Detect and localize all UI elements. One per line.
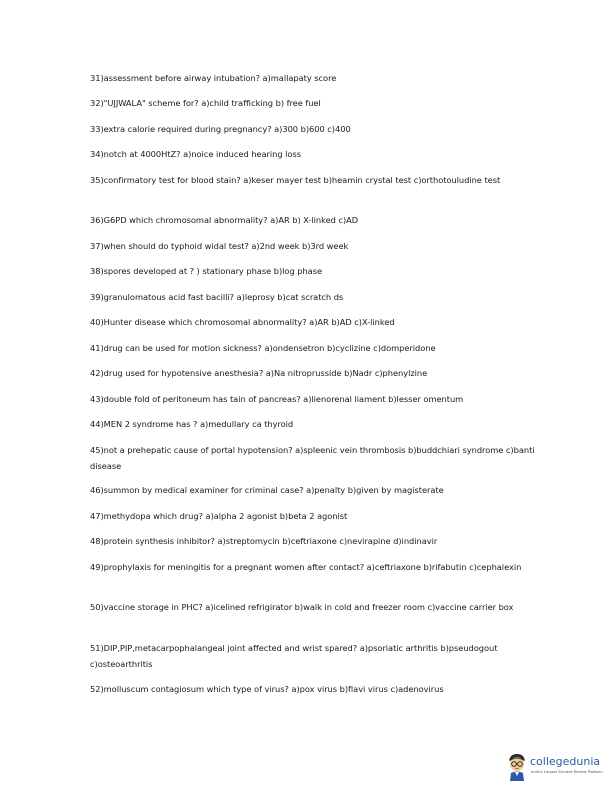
question-50: 50)vaccine storage in PHC? a)icelined refrigirator b)walk in cold and freezer room c)vaccine carrier box xyxy=(90,602,514,612)
logo-tagline: India's Largest Student Review Platform xyxy=(531,770,603,774)
question-36: 36)G6PD which chromosomal abnormality? a)AR b) X-linked c)AD xyxy=(90,215,359,225)
question-49: 49)prophylaxis for meningitis for a pregnant women after contact? a)ceftriaxone b)rifabutin c)cephalexin xyxy=(90,562,522,572)
question-35: 35)confirmatory test for blood stain? a)keser mayer test b)heamin crystal test c)orthotouludine test xyxy=(90,175,501,185)
question-38: 38)spores developed at ? ) stationary phase b)log phase xyxy=(90,266,323,276)
question-52: 52)molluscum contagiosum which type of virus? a)pox virus b)flavi virus c)adenovirus xyxy=(90,684,444,694)
question-45: 45)not a prehepatic cause of portal hypotension? a)spleenic vein thrombosis b)buddchiari syndrome c)banti disease xyxy=(90,445,535,471)
question-43: 43)double fold of peritoneum has tain of pancreas? a)lienorenal liament b)lesser omentum xyxy=(90,394,464,404)
question-44: 44)MEN 2 syndrome has ? a)medullary ca thyroid xyxy=(90,419,294,429)
logo-wordmark: collegedunia xyxy=(530,755,601,768)
question-42: 42)drug used for hypotensive anesthesia? a)Na nitroprusside b)Nadr c)phenylzine xyxy=(90,368,428,378)
question-40: 40)Hunter disease which chromosomal abnormality? a)AR b)AD c)X-linked xyxy=(90,317,395,327)
question-41: 41)drug can be used for motion sickness? a)ondensetron b)cyclizine c)domperidone xyxy=(90,343,436,353)
question-48: 48)protein synthesis inhibitor? a)streptomycin b)ceftriaxone c)nevirapine d)indinavir xyxy=(90,536,438,546)
question-32: 32)"UJJWALA" scheme for? a)child trafficking b) free fuel xyxy=(90,98,321,108)
question-33: 33)extra calorie required during pregnancy? a)300 b)600 c)400 xyxy=(90,124,351,134)
question-51: 51)DIP,PIP,metacarpophalangeal joint affected and wrist spared? a)psoriatic arthritis b)pseudogout c)osteoarthritis xyxy=(90,643,498,669)
question-37: 37)when should do typhoid widal test? a)2nd week b)3rd week xyxy=(90,241,349,251)
question-47: 47)methydopa which drug? a)alpha 2 agonist b)beta 2 agonist xyxy=(90,511,348,521)
collegedunia-logo xyxy=(505,752,612,782)
question-39: 39)granulomatous acid fast bacilli? a)leprosy b)cat scratch ds xyxy=(90,292,344,302)
mascot-icon xyxy=(505,752,529,782)
question-34: 34)notch at 4000HtZ? a)noice induced hearing loss xyxy=(90,149,301,159)
question-46: 46)summon by medical examiner for criminal case? a)penalty b)given by magisterate xyxy=(90,485,444,495)
question-31: 31)assessment before airway intubation? a)mallapaty score xyxy=(90,73,337,83)
